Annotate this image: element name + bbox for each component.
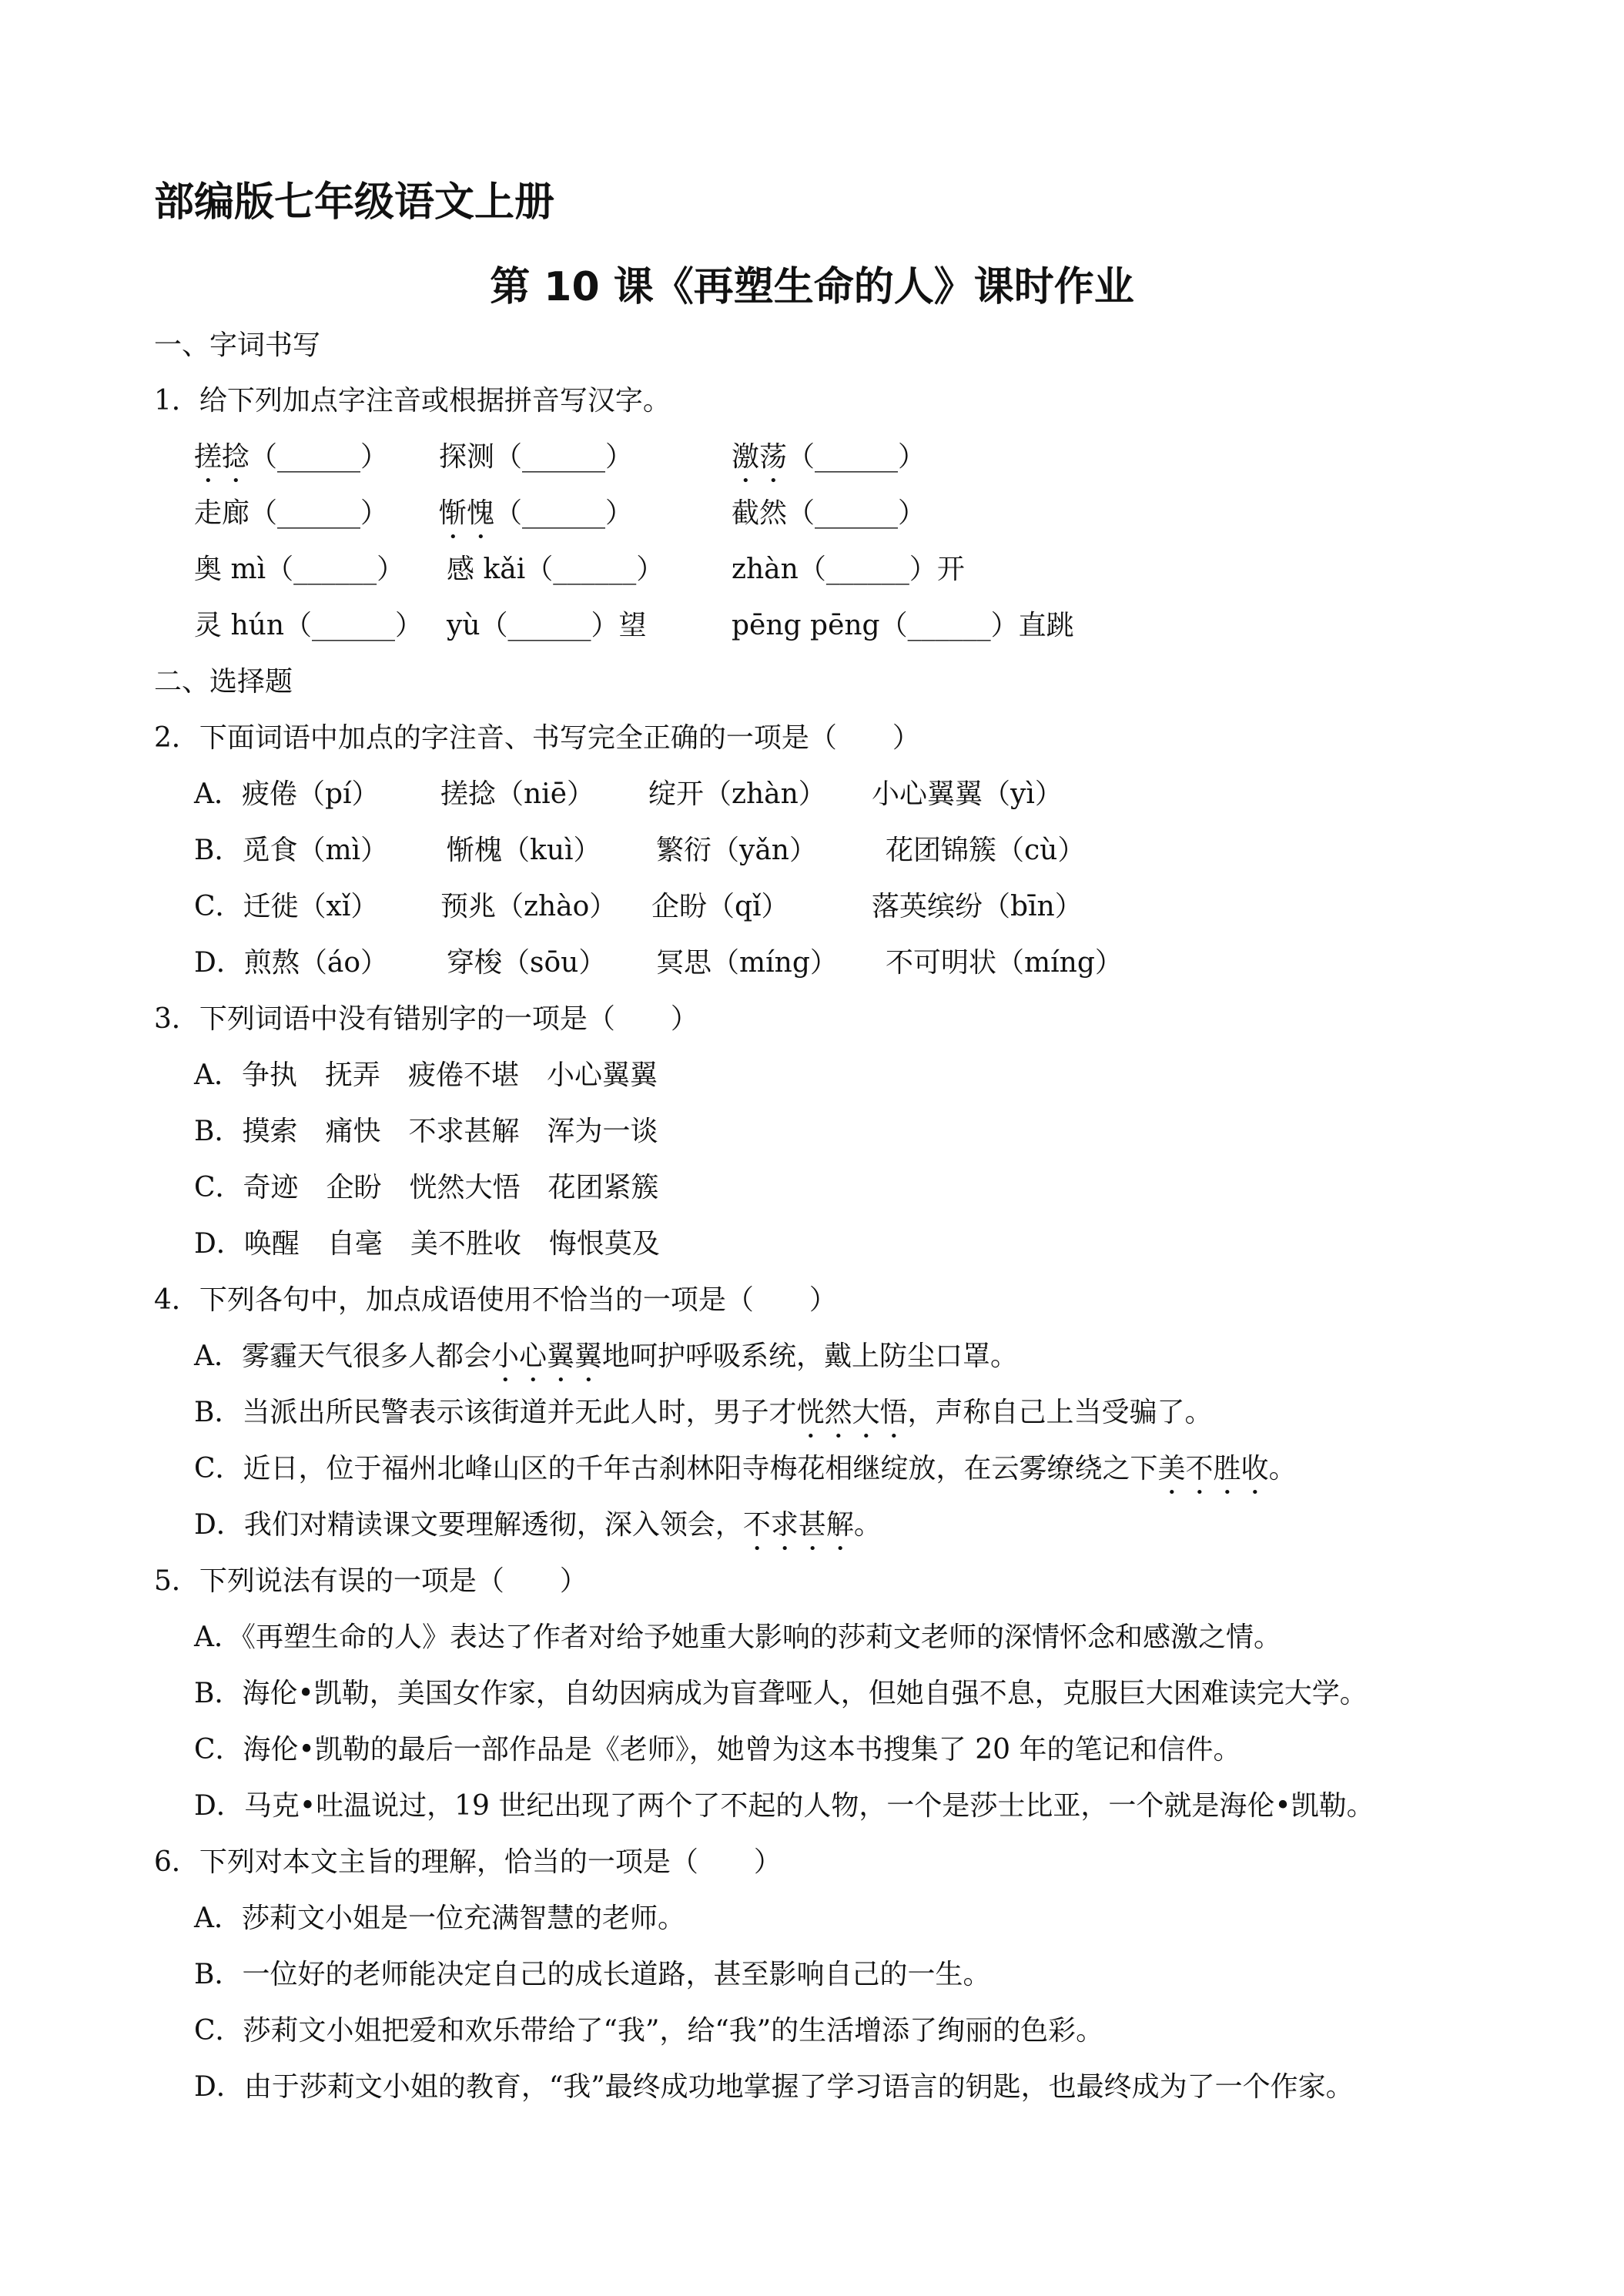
q1-word: 截然 <box>732 497 788 529</box>
q3-option: A．争执 抚弄 疲倦不堪 小心翼翼 <box>194 1059 658 1091</box>
q1-blank: （______） <box>284 610 424 641</box>
book-title: 部编版七年级语文上册 <box>154 179 555 226</box>
q2-option-a-word: 小心翼翼（yì） <box>872 778 1063 810</box>
q4-option: D．我们对精读课文要理解透彻，深入领会，不求甚解。 <box>194 1509 882 1541</box>
q6-option: A．莎莉文小姐是一位充满智慧的老师。 <box>194 1903 685 1934</box>
q5-option: A．《再塑生命的人》表达了作者对给予她重大影响的莎莉文老师的深情怀念和感激之情。 <box>194 1622 1281 1653</box>
q2-option-c-word: 落英缤纷（bīn） <box>872 891 1083 922</box>
q1-blank: （______） <box>494 497 634 529</box>
q1-word: yù <box>447 610 481 641</box>
section-heading: 一、字词书写 <box>154 330 321 361</box>
q1-blank: （______） <box>249 497 389 529</box>
emphasized-idiom: 美不胜收 <box>1157 1453 1269 1484</box>
q4-option: A．雾霾天气很多人都会小心翼翼地呵护呼吸系统，戴上防尘口罩。 <box>194 1340 1019 1372</box>
q1-item <box>447 551 664 588</box>
q2-option-a-word: 搓捻（niē） <box>440 778 595 810</box>
q4-option: C．近日，位于福州北峰山区的千年古刹林阳寺梅花相继绽放，在云雾缭绕之下美不胜收。 <box>194 1453 1297 1484</box>
q1-word: 惭愧 <box>439 497 495 529</box>
q1-item <box>194 439 388 489</box>
q1-word: zhàn <box>732 554 799 585</box>
q1-item <box>439 495 633 545</box>
q1-word: 奥 mì <box>194 554 266 585</box>
q2-option-b-word: 惭槐（kuì） <box>447 835 601 866</box>
question-stem: 5．下列说法有误的一项是（ ） <box>154 1565 588 1597</box>
q1-blank: （______）望 <box>480 610 647 641</box>
q1-item <box>194 551 404 588</box>
q5-option: D．马克•吐温说过，19 世纪出现了两个了不起的人物，一个是莎士比亚，一个就是海伦•凯勒。 <box>194 1790 1375 1822</box>
q2-option-b-word: 花团锦簇（cù） <box>886 835 1086 866</box>
q1-item <box>447 607 647 644</box>
q1-item <box>194 607 423 644</box>
q6-option: C．莎莉文小姐把爱和欢乐带给了“我”，给“我”的生活增添了绚丽的色彩。 <box>194 2015 1104 2047</box>
q1-blank: （______）直跳 <box>879 610 1074 641</box>
q1-item <box>732 551 965 588</box>
q1-item <box>732 495 926 532</box>
q2-option-b-word: 繁衍（yǎn） <box>656 835 817 866</box>
q1-word: 搓捻 <box>194 441 250 473</box>
q2-option-d-word: 不可明状（míng） <box>886 947 1123 979</box>
q2-option-b: B．觅食（mì） <box>194 835 389 866</box>
q3-option: B．摸索 痛快 不求甚解 浑为一谈 <box>194 1116 658 1147</box>
q2-option-a-word: 绽开（zhàn） <box>648 778 826 810</box>
q1-blank: （______） <box>494 441 634 473</box>
q1-item <box>439 439 633 476</box>
q1-word: 感 kǎi <box>447 554 526 585</box>
q2-option-d-word: 穿梭（sōu） <box>447 947 607 979</box>
q2-option-c-word: 企盼（qǐ） <box>651 891 789 922</box>
q1-blank: （______） <box>266 554 405 585</box>
q1-word: pēng pēng <box>732 610 880 641</box>
q1-item <box>732 439 926 489</box>
q1-blank: （______）开 <box>798 554 965 585</box>
emphasized-idiom: 恍然大悟 <box>796 1397 908 1428</box>
q3-option: D．唤醒 自毫 美不胜收 悔恨莫及 <box>194 1228 660 1260</box>
q2-option-c-word: 预兆（zhào） <box>440 891 618 922</box>
q1-blank: （______） <box>525 554 665 585</box>
q1-item <box>194 495 388 532</box>
q1-word: 灵 hún <box>194 610 285 641</box>
question-stem: 4．下列各句中，加点成语使用不恰当的一项是（ ） <box>154 1284 837 1316</box>
q1-blank: （______） <box>787 497 926 529</box>
q6-option: B．一位好的老师能决定自己的成长道路，甚至影响自己的一生。 <box>194 1959 991 1990</box>
q2-option-d-word: 冥思（míng） <box>656 947 838 979</box>
question-stem: 3．下列词语中没有错别字的一项是（ ） <box>154 1003 698 1035</box>
q4-option: B．当派出所民警表示该街道并无此人时，男子才恍然大悟，声称自己上当受骗了。 <box>194 1397 1213 1428</box>
question-stem: 6．下列对本文主旨的理解，恰当的一项是（ ） <box>154 1846 782 1878</box>
q2-option-c: C．迁徙（xǐ） <box>194 891 379 922</box>
q3-option: C．奇迹 企盼 恍然大悟 花团紧簇 <box>194 1172 659 1203</box>
q1-item <box>732 607 1074 644</box>
q2-option-a: A．疲倦（pí） <box>194 778 380 810</box>
q2-option-d: D．煎熬（áo） <box>194 947 389 979</box>
q5-option: B．海伦•凯勒，美国女作家，自幼因病成为盲聋哑人，但她自强不息，克服巨大困难读完大学。 <box>194 1678 1368 1709</box>
q1-blank: （______） <box>787 441 926 473</box>
q5-option: C．海伦•凯勒的最后一部作品是《老师》，她曾为这本书搜集了 20 年的笔记和信件。 <box>194 1734 1241 1766</box>
section-heading: 二、选择题 <box>154 666 293 698</box>
q6-option: D．由于莎莉文小姐的教育，“我”最终成功地掌握了学习语言的钥匙，也最终成为了一个作家。 <box>194 2071 1354 2103</box>
question-stem: 1．给下列加点字注音或根据拼音写汉字。 <box>154 385 671 417</box>
q1-word: 走廊 <box>194 497 250 529</box>
q1-word: 探测 <box>439 441 495 473</box>
q1-blank: （______） <box>249 441 389 473</box>
lesson-title: 第 10 课《再塑生命的人》课时作业 <box>490 264 1134 310</box>
q1-word: 激荡 <box>732 441 788 473</box>
question-stem: 2．下面词语中加点的字注音、书写完全正确的一项是（ ） <box>154 722 920 754</box>
emphasized-idiom: 不求甚解 <box>742 1509 854 1541</box>
emphasized-idiom: 小心翼翼 <box>491 1340 603 1372</box>
